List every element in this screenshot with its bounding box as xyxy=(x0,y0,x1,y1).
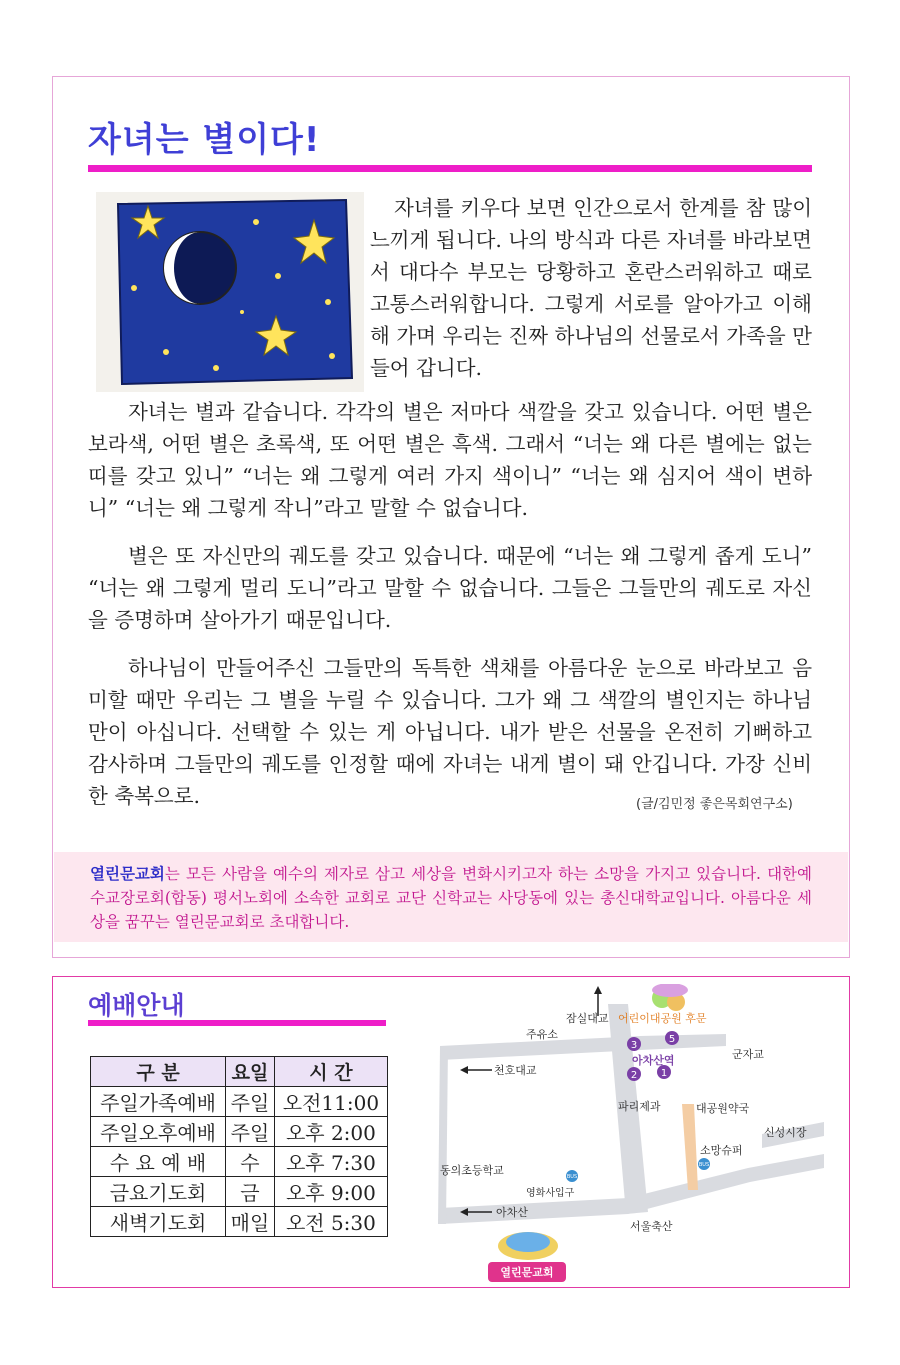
church-name: 열린문교회 xyxy=(90,865,165,883)
service-day: 매일 xyxy=(226,1207,275,1237)
service-time: 오전11:00 xyxy=(274,1087,387,1117)
service-time: 오후 2:00 xyxy=(274,1117,387,1147)
service-name: 새벽기도회 xyxy=(91,1207,226,1237)
table-row xyxy=(91,1207,388,1237)
service-day: 수 xyxy=(226,1147,275,1177)
service-name: 금요기도회 xyxy=(91,1177,226,1207)
exit-5: 5 xyxy=(668,1034,676,1045)
service-name: 수 요 예 배 xyxy=(91,1147,226,1177)
service-name: 주일오후예배 xyxy=(91,1117,226,1147)
article-title: 자녀는 별이다! xyxy=(88,120,321,160)
table-row xyxy=(91,1147,388,1177)
body-paragraph-2: 별은 또 자신만의 궤도를 갖고 있습니다. 때문에 “너는 왜 그렇게 좁게 도니” “너는 왜 그렇게 멀리 도니”라고 말할 수 없습니다. 그들은 그들만의 궤도로 자신을 증명하며 살아가기 때문입니다. xyxy=(88,544,812,632)
service-time: 오후 9:00 xyxy=(274,1177,387,1207)
label-jamsil: 잠실대교 xyxy=(566,1012,609,1025)
body-paragraph-3: 하나님이 만들어주신 그들만의 독특한 색채를 아름다운 눈으로 바라보고 음미할 때만 우리는 그 별을 누릴 수 있습니다. 그가 왜 그 색깔의 별인지는 하나님만이 아십니다. 선택할 수 있는 게 아닙니다. 내가 받은 선물을 온전히 기뻐하고 감사하며 그들만의 궤도를 인정할 때에 자녀는 내게 별이 돼 안깁니다. 가장 신비한 축복으로. xyxy=(88,656,812,808)
intro-paragraph: 자녀를 키우다 보면 인간으로서 한계를 참 많이 느끼게 됩니다. 나의 방식과 다른 자녀를 바라보면서 대다수 부모는 당황하고 혼란스러워하고 때로 고통스러워합니다. 그렇게 서로를 알아가고 이해해 가며 우리는 진짜 하나님의 선물로서 가족을 만들어 갑니다. xyxy=(370,196,812,380)
body-paragraph-1: 자녀는 별과 같습니다. 각각의 별은 저마다 색깔을 갖고 있습니다. 어떤 별은 보라색, 어떤 별은 초록색, 또 어떤 별은 흑색. 그래서 “너는 왜 다른 별에는 없는 띠를 갖고 있니” “너는 왜 그렇게 여러 가지 색이니” “너는 왜 심지어 색이 변하니” “너는 왜 그렇게 작니”라고 말할 수 없습니다. xyxy=(88,400,812,520)
label-cinema: 영화사입구 xyxy=(526,1188,575,1199)
label-market: 신성시장 xyxy=(764,1126,807,1139)
service-day: 금 xyxy=(226,1177,275,1207)
label-achasan: 아차산 xyxy=(496,1206,528,1219)
service-day: 주일 xyxy=(226,1117,275,1147)
exit-2: 2 xyxy=(630,1070,638,1081)
label-dongui: 동의초등학교 xyxy=(440,1164,504,1177)
service-time: 오전 5:30 xyxy=(274,1207,387,1237)
author-credit: (글/김민정 좋은목회연구소) xyxy=(636,797,793,812)
table-row xyxy=(91,1177,388,1207)
label-paris: 파리제과 xyxy=(618,1100,661,1113)
service-name: 주일가족예배 xyxy=(91,1087,226,1117)
label-gunja: 군자교 xyxy=(732,1048,764,1061)
table-row xyxy=(91,1117,388,1147)
worship-title: 예배안내 xyxy=(88,991,185,1020)
label-butcher: 서울축산 xyxy=(630,1220,673,1233)
label-station: 아차산역 xyxy=(632,1054,675,1067)
title-underline xyxy=(88,165,812,172)
bus-stop-1: BUS xyxy=(566,1174,578,1180)
label-gas-station: 주유소 xyxy=(526,1028,558,1041)
label-somang: 소망슈퍼 xyxy=(700,1144,743,1157)
header-time: 시 간 xyxy=(274,1057,387,1087)
header-category: 구 분 xyxy=(91,1057,226,1087)
service-time: 오후 7:30 xyxy=(274,1147,387,1177)
worship-schedule-table xyxy=(90,1056,388,1237)
label-pharmacy: 대공원약국 xyxy=(696,1102,750,1115)
label-park: 어린이대공원 후문 xyxy=(618,1012,707,1025)
bus-stop-2: BUS xyxy=(698,1162,710,1168)
label-church: 열린문교회 xyxy=(500,1266,554,1279)
label-cheonho: 천호대교 xyxy=(494,1064,537,1077)
invitation-banner xyxy=(54,852,848,942)
table-row xyxy=(91,1087,388,1117)
invitation-text: 는 모든 사람을 예수의 제자로 삼고 세상을 변화시키고자 하는 소망을 가지고 있습니다. 대한예수교장로회(합동) 평서노회에 소속한 교회로 교단 신학교는 사당동에 있는 총신대학교입니다. 아름다운 세상을 꿈꾸는 열린문교회로 초대합니다. xyxy=(90,865,812,931)
service-day: 주일 xyxy=(226,1087,275,1117)
exit-1: 1 xyxy=(660,1068,668,1079)
exit-3: 3 xyxy=(630,1040,638,1051)
night-sky-illustration xyxy=(96,192,364,392)
location-map xyxy=(426,984,836,1284)
worship-underline xyxy=(88,1020,386,1026)
header-day: 요일 xyxy=(226,1057,275,1087)
